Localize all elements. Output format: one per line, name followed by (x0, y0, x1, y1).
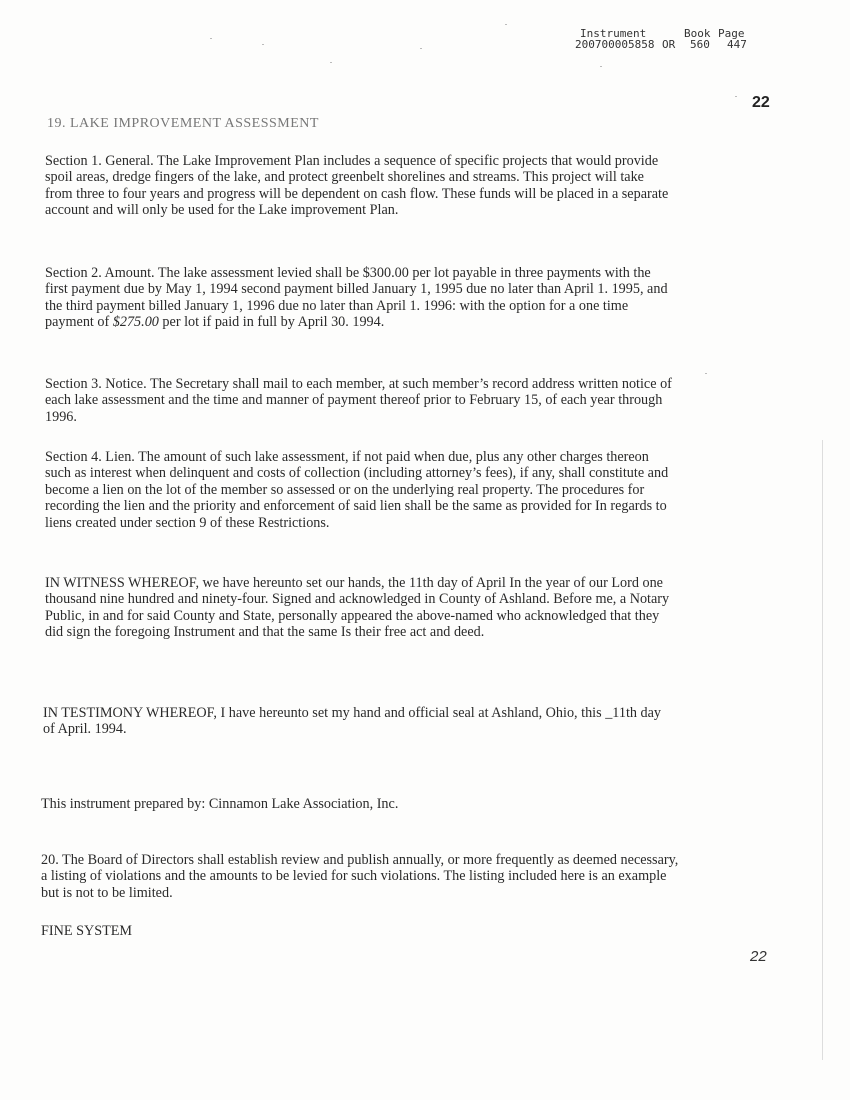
scan-speck (600, 66, 602, 67)
scan-speck (822, 440, 823, 1060)
instrument-label: Instrument (580, 27, 647, 40)
scan-speck (735, 96, 737, 97)
section-2-paragraph (45, 265, 675, 331)
or-label: OR (662, 38, 676, 51)
prepared-by-line: This instrument prepared by: Cinnamon Lake Association, Inc. (41, 796, 399, 812)
scan-speck (420, 48, 422, 49)
scan-speck (262, 44, 264, 45)
testimony-paragraph: IN TESTIMONY WHEREOF, I have hereunto set my hand and official seal at Ashland, Ohio, this _11th day of April. 1994. (43, 705, 662, 738)
witness-paragraph: IN WITNESS WHEREOF, we have hereunto set our hands, the 11th day of April In the year of our Lord one thousand nine hundred and ninety-four. Signed and acknowledged in County of Ashland. Before me, a Notary Public, in and for said County and State, personally appeared the above-named who acknowledged that they did sign the foregoing Instrument and that the same Is their free act and deed. (45, 575, 670, 641)
instrument-number: 200700005858 (575, 38, 655, 51)
page-number-bottom: 22 (750, 948, 767, 965)
scan-speck (330, 62, 332, 63)
page-number-top: 22 (752, 94, 770, 111)
section-4-paragraph: Section 4. Lien. The amount of such lake assessment, if not paid when due, plus any other charges thereon such as interest when delinquent and costs of collection (including attorney’s fees), if any, shall constitute and become a lien on the lot of the member so assessed or on the underlying real property. The procedures for recording the lien and the priority and enforcement of said lien shall be the same as provided for In regards to liens created under section 9 of these Restrictions. (45, 449, 669, 531)
book-value: 560 (690, 38, 710, 51)
section-1-paragraph: Section 1. General. The Lake Improvement Plan includes a sequence of specific projects that would provide spoil areas, dredge fingers of the lake, and protect greenbelt shorelines and streams. This project will take from three to four years and progress will be dependent on cash flow. These funds will be placed in a separate account and will only be used for the Lake improvement Plan. (45, 153, 669, 219)
page-value: 447 (727, 38, 747, 51)
section-title: 19. LAKE IMPROVEMENT ASSESSMENT (47, 116, 319, 131)
page-label: Page (718, 27, 745, 40)
scan-speck (210, 38, 212, 39)
scan-speck (505, 24, 507, 25)
section-2-text-b: per lot if paid in full by April 30. 1994. (158, 314, 385, 331)
fine-system-heading: FINE SYSTEM (41, 923, 133, 939)
section-2-text-a: Section 2. Amount. The lake assessment levied shall be $300.00 per lot payable in three payments with the first payment due by May 1, 1994 second payment billed January 1, 1995 due no later than April 1. 1995, and the third payment billed January 1, 1996 due no later than April 1. 1996: with the option for a one time payment of (45, 265, 668, 331)
item-20-paragraph: 20. The Board of Directors shall establish review and publish annually, or more frequently as deemed necessary, a listing of violations and the amounts to be levied for such violations. The listing included here is an example but is not to be limited. (41, 852, 679, 901)
book-label: Book (684, 27, 711, 40)
scan-speck (705, 373, 707, 374)
section-2-amount: $275.00 (112, 314, 159, 331)
section-3-paragraph: Section 3. Notice. The Secretary shall mail to each member, at such member’s record address written notice of each lake assessment and the time and manner of payment thereof prior to February 15, of each year through 1996. (45, 376, 672, 425)
